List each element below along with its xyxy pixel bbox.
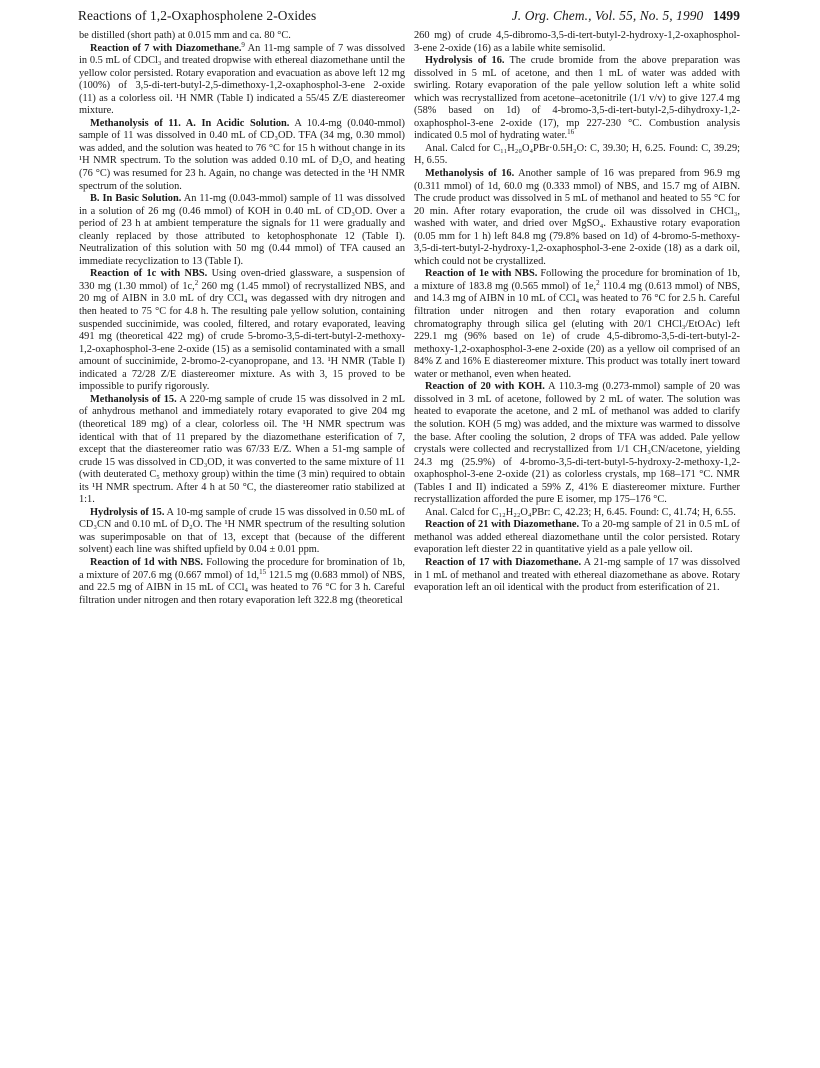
section-heading: Methanolysis of 16. <box>425 168 515 180</box>
analysis-paragraph: Anal. Calcd for C₁₁H₂₀O₄PBr·0.5H₂O: C, 39.30; H, 6.25. Found: C, 39.29; H, 6.55. <box>414 142 740 167</box>
paragraph-text: 110.4 mg (0.613 mmol) of NBS, and 14.3 mg of AIBN in 10 mL of CCl₄ was heated to 76 °C for 2.5 h. Careful filtration under nitrogen and then rotary evaporation and column chromatography through silica gel (eluting with 20/1 CHCl₃/EtOAc) left 229.1 mg (96% based on 1e) of crude 4,5-dibromo-3,5-di-tert-butyl-2-methoxy-1,2-oxaphosphol-3-ene 2-oxide (20) as a yellow oil comprised of an 84% Z and 16% E diastereomer mixture. This product was totally inert toward water or methanol, even when heated. <box>414 280 741 380</box>
paragraph-text: The crude bromide from the above preparation was dissolved in 5 mL of acetone, and then 1 mL of water was added with swirling. Rotary evaporation of the pale yellow solution left a white solid which was recrystallized from acetone–acetonitrile (1/1 v/v) to give 127.4 mg (58% based on 1d) of 4-bromo-3,5-di-tert-butyl-2,5-dihydroxy-1,2-oxaphosphol-3-ene 2-oxide (17), mp 227-230 °C. Combustion analysis indicated 0.5 mol of hydrating water. <box>414 55 740 142</box>
running-title: Reactions of 1,2-Oxaphospholene 2-Oxides <box>78 8 317 23</box>
paragraph-text: 121.5 mg (0.683 mmol) of NBS, and 22.5 mg of AIBN in 15 mL of CCl₄ was heated to 76 °C for 3 h. Careful filtration under nitrogen and then rotary evaporation left 322.8 mg (theoretical <box>79 569 405 606</box>
page-number: 1499 <box>712 8 740 23</box>
left-column <box>79 30 405 607</box>
journal-name: J. Org. Chem., Vol. 55, No. 5, 1990 <box>511 8 704 23</box>
reference-marker: 15 <box>259 567 267 576</box>
paragraph-text: Using oven-dried glassware, a suspension of 330 mg (1.30 mmol) of 1c, <box>79 268 405 292</box>
paragraph <box>79 557 405 607</box>
paragraph <box>414 55 740 143</box>
paragraph-text: To a 20-mg sample of 21 in 0.5 mL of methanol was added ethereal diazomethane until the color persisted. Rotary evaporation left diester 22 in quantitative yield as a pale yellow oil. <box>414 519 740 556</box>
paragraph <box>414 168 740 268</box>
section-heading: Reaction of 7 with Diazomethane. <box>90 42 242 54</box>
paragraph-text: Another sample of 16 was prepared from 96.9 mg (0.311 mmol) of 1d, 60.0 mg (0.333 mmol) of NBS, and 15.7 mg of AIBN. The crude product was dissolved in 5 mL of methanol and heated to 55 °C for 20 min. After rotary evaporation, the crude oil was dissolved in CHCl₃, washed with water, and dried over MgSO₄. Exhaustive rotary evaporation (0.05 mm for 1 h) left 84.8 mg (79.8% based on 1d) of 4-bromo-5-methoxy-3,5-di-tert-butyl-2-hydroxy-1,2-oxaphosphol-3-ene 2-oxide (18) as a dark oil, which could not be crystallized. <box>414 168 741 267</box>
paragraph-text: An 11-mg sample of 7 was dissolved in 0.5 mL of CDCl₃ and treated dropwise with ethereal diazomethane until the yellow color persisted. Rotary evaporation and evacuation as above left 12 mg (100%) of 3,5-di-tert-butyl-2,5-dimethoxy-1,2-oxaphosphol-3-ene 2-oxide (11) as a colorless oil. ¹H NMR (Table I) indicated a 55/45 Z/E diastereomer mixture. <box>79 42 405 117</box>
page-header <box>78 8 740 28</box>
paragraph-text: A 10-mg sample of crude 15 was dissolved in 0.50 mL of CD₃CN and 0.10 mL of D₂O. The ¹H NMR spectrum of the resulting solution was superimposable on that of 13, except that (because of the different solvent) each line was shifted upfield by 0.04 ± 0.01 ppm. <box>79 506 405 556</box>
section-heading: B. In Basic Solution. <box>90 193 182 205</box>
paragraph <box>414 268 740 381</box>
section-heading: Reaction of 20 with KOH. <box>425 381 545 393</box>
paragraph <box>79 118 405 193</box>
paragraph-text: 260 mg (1.45 mmol) of recrystallized NBS, and 20 mg of AIBN in 3.0 mL of dry CCl₄ was degassed with dry nitrogen and then heated to 75 °C for 4.8 h. The resulting pale yellow solution, containing suspended succinimide, was cooled, filtered, and rotary evaporated, leaving 491 mg (theoretical 422 mg) of crude 5-bromo-3,5-di-tert-butyl-2-methoxy-1,2-oxaphosphol-3-ene 2-oxide (15) as a semisolid contaminated with a small amount of succinimide, 2-bromo-2-cyanopropane, and 13. ¹H NMR (Table I) indicated a 72/28 Z/E diastereomer mixture. As with 3, 15 proved to be impossible to purify rigorously. <box>79 280 405 393</box>
reference-marker: 2 <box>596 278 600 287</box>
paragraph-text: A 10.4-mg (0.040-mmol) sample of 11 was dissolved in 0.40 mL of CD₃OD. TFA (34 mg, 0.30 mmol) was added, and the solution was heated to 76 °C for 15 h without change in its ¹H NMR spectrum. To the solution was added 0.10 mL of D₂O, and heating (76 °C) was resumed for 23 h. Again, no change was detected in the ¹H NMR spectrum of the solution. <box>79 117 405 192</box>
section-heading: Hydrolysis of 15. <box>90 506 165 518</box>
reference-marker: 9 <box>241 40 245 49</box>
analysis-paragraph: Anal. Calcd for C₁₂H₂₂O₄PBr: C, 42.23; H, 6.45. Found: C, 41.74; H, 6.55. <box>425 506 736 518</box>
section-heading: Methanolysis of 11. A. In Acidic Solution. <box>90 117 290 129</box>
paragraph-text: Following the procedure for bromination of 1b, a mixture of 183.8 mg (0.565 mmol) of 1e, <box>414 268 740 292</box>
paragraph <box>414 381 740 506</box>
paragraph-text: Following the procedure for bromination of 1b, a mixture of 207.6 mg (0.667 mmol) of 1d, <box>79 556 406 581</box>
paragraph <box>79 40 405 118</box>
paragraph: be distilled (short path) at 0.015 mm and ca. 80 °C. <box>79 30 291 41</box>
paragraph <box>79 394 405 507</box>
paragraph-text: An 11-mg (0.043-mmol) sample of 11 was dissolved in a solution of 26 mg (0.46 mmol) of KOH in 0.40 mL of CD₃OD. Over a period of 23 h at ambient temperature the signals for 11 were gradually and cleanly replaced by those attributed to ketophosphonate 12 (Table I). Neutralization of this solution with 50 mg (0.44 mmol) of TFA caused an immediate recyclization to 13 (Table I). <box>79 193 405 267</box>
section-heading: Reaction of 1c with NBS. <box>90 268 208 280</box>
paragraph <box>79 193 405 268</box>
paragraph-text: A 21-mg sample of 17 was dissolved in 1 mL of methanol and treated with ethereal diazomethane as above. Rotary evaporation left an oil identical with the product from esterification of 21. <box>414 556 741 594</box>
reference-marker: 16 <box>567 128 575 137</box>
paragraph-text: A 220-mg sample of crude 15 was dissolved in 2 mL of anhydrous methanol and immediately rotary evaporated to give 204 mg (theoretical 189 mg) of a clear, colorless oil. The ¹H NMR spectrum was identical with that of 11 prepared by the diazomethane esterification of 7, except that the diastereomer ratio was 67/33 E/Z. When a 51-mg sample of crude 15 was dissolved in CD₃OD, it was converted to the same mixture of 11 (with deuterated C₅ methoxy group) within the time (3 min) required to obtain its ¹H NMR spectrum. After 4 h at 50 °C, the diastereomer ratio stabilized at 1:1. <box>79 393 405 506</box>
paragraph <box>414 557 740 595</box>
right-column <box>414 30 740 595</box>
paragraph <box>79 268 405 393</box>
section-heading: Reaction of 17 with Diazomethane. <box>425 556 582 568</box>
paragraph: 260 mg) of crude 4,5-dibromo-3,5-di-tert-butyl-2-hydroxy-1,2-oxaphosphol-3-ene 2-oxide (16) as a labile white semisolid. <box>414 30 740 54</box>
section-heading: Hydrolysis of 16. <box>425 55 505 67</box>
section-heading: Reaction of 1e with NBS. <box>425 268 538 280</box>
reference-marker: 2 <box>194 278 199 287</box>
paragraph <box>414 519 740 557</box>
paragraph-text: A 110.3-mg (0.273-mmol) sample of 20 was dissolved in 3 mL of acetone, followed by 2 mL of water. The solution was heated to evaporate the acetone, and 2 mL of methanol was added to clarify the solution. KOH (5 mg) was added, and the mixture was warmed to dissolve the base. After cooling the solution, 2 drops of TFA was added. Pale yellow crystals were collected and recrystallized from 1/1 CH₃CN/acetone, yielding 24.3 mg (25.9%) of 4-bromo-3,5-di-tert-butyl-5-hydroxy-2-methoxy-1,2-oxaphosphol-3-ene 2-oxide (21) as colorless crystals, mp 168–171 °C. NMR (Tables I and II) indicated a 59% Z, 41% E diastereomer mixture. Further recrystallization afforded the pure E isomer, mp 175–176 °C. <box>414 381 740 506</box>
section-heading: Reaction of 21 with Diazomethane. <box>425 519 580 531</box>
paragraph <box>79 507 405 557</box>
journal-citation <box>512 8 740 24</box>
section-heading: Methanolysis of 15. <box>90 393 177 405</box>
section-heading: Reaction of 1d with NBS. <box>90 556 204 568</box>
